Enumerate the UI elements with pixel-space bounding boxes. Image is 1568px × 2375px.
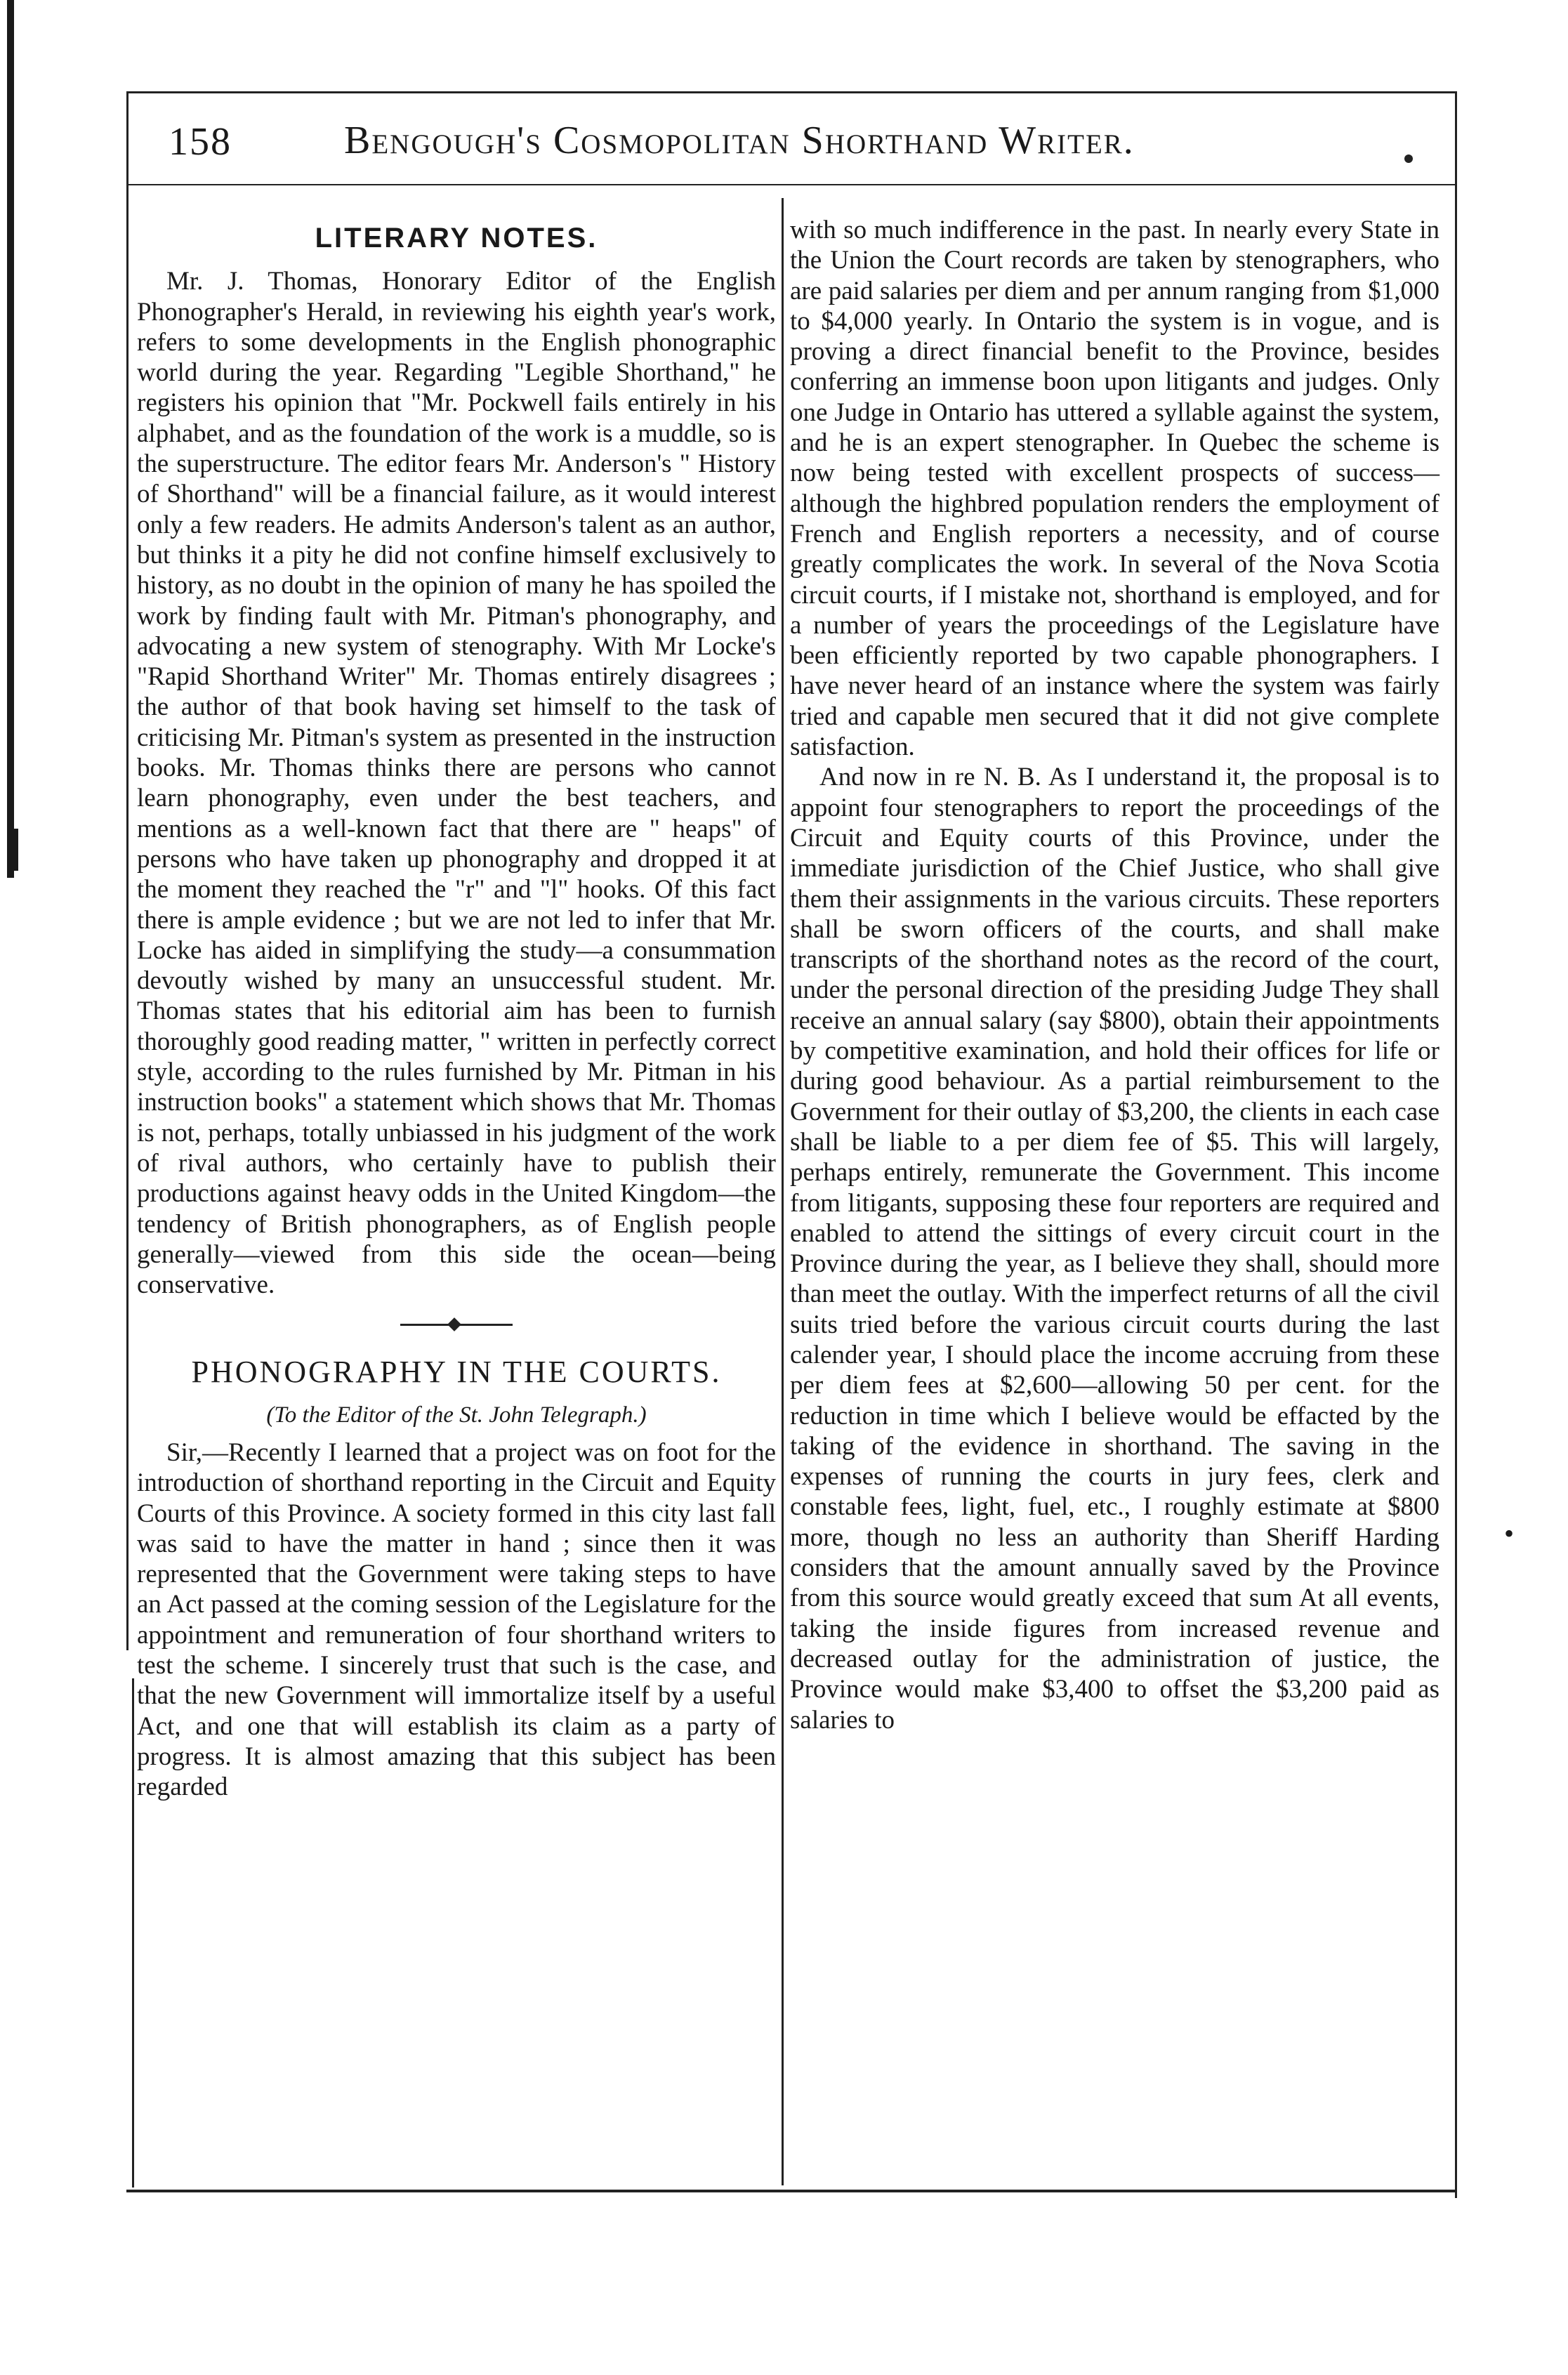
margin-mark: • <box>1504 1518 1515 1549</box>
frame-right-rule <box>1455 91 1457 2198</box>
frame-left-rule <box>126 91 129 1650</box>
letter-dateline: (To the Editor of the St. John Telegraph.) <box>266 1402 647 1428</box>
phonography-courts-title: PHONOGRAPHY IN THE COURTS. <box>191 1355 722 1390</box>
literary-notes-title: LITERARY NOTES. <box>315 223 598 254</box>
right-column <box>790 215 1439 1735</box>
left-column <box>137 211 776 1803</box>
letter-paragraph-left: Sir,—Recently I learned that a project was on foot for the introduction of shorthand reporting in the Circuit and Equity Courts of this Province. A society formed in this city last fall was said to have the matter in hand ; since then it was represented that the Government were taking steps to have an Act passed at the coming session of the Legislature for the appointment and remuneration of four shorthand writers to test the scheme. I sincerely trust that such is the case, and that the new Government will immortalize itself by a useful Act, and one that will establish its claim as a party of progress. It is almost amazing that this subject has been regarded <box>137 1438 776 1802</box>
letter-paragraph-nb: And now in re N. B. As I understand it, the proposal is to appoint four stenographers to report the proceedings of the Circuit and Equity courts of this Province, under the immediate jurisdiction of the Chief Justice, who shall give them their assignments in the various circuits. These reporters shall be sworn officers of the courts, and shall make transcripts of the shorthand notes as the record of the court, under the personal direction of the presiding Judge They shall receive an annual salary (say $800), obtain their appointments by competitive examination, and hold their offices for life or during good behaviour. As a partial reimbursement to the Government for their outlay of $3,200, the clients in each case shall be liable to a per diem fee of $5. This will largely, perhaps entirely, remunerate the Government. This income from litigants, supposing these four reporters are required and enabled to attend the sittings of every circuit court in the Province during the year, as I believe they shall, should more than meet the outlay. With the imperfect returns of all the civil suits tried before the various circuit courts during the last calender year, I should place the income accruing from these per diem fees at $2,600—allowing 50 per cent. for the reduction in time which I believe would be effacted by the taking of the evidence in shorthand. The saving in the expenses of running the courts in jury fees, clerk and constable fees, light, fuel, etc., I roughly estimate at $800 more, though no less an authority than Sheriff Harding considers that the amount annually saved by the Province from this source would greatly exceed that sum At all events, taking the inside figures from increased revenue and decreased outlay for the administration of justice, the Province would make $3,400 to offset the $3,200 paid as salaries to <box>790 763 1439 1735</box>
scan-edge-bar <box>7 0 14 878</box>
scan-edge-tick <box>14 829 18 871</box>
header-underline <box>126 184 1457 185</box>
frame-bottom-rule <box>126 2190 1457 2192</box>
column-divider <box>782 198 784 2185</box>
page-header <box>169 111 1432 174</box>
page-number: 158 <box>169 120 232 164</box>
frame-top-rule <box>126 91 1457 93</box>
running-title: Bengough's Cosmopolitan Shorthand Writer. <box>344 119 1135 162</box>
section-divider <box>400 1324 513 1326</box>
letter-paragraph-continued: with so much indifference in the past. In nearly every State in the Union the Court records are taken by stenographers, who are paid salaries per diem and per annum ranging from $1,000 to $4,000 yearly. In Ontario the system is in vogue, and is proving a direct financial benefit to the Province, besides conferring an immense boon upon litigants and judges. Only one Judge in Ontario has uttered a syllable against the system, and he is an expert stenographer. In Quebec the scheme is now being tested with excellent prospects of success—although the highbred population renders the employment of French and English reporters a necessity, and of course greatly complicates the work. In several of the Nova Scotia circuit courts, if I mistake not, shorthand is employed, and for a number of years the proceedings of the Legislature have been efficiently reported by two capable phonographers. I have never heard of an instance where the system was fairly tried and capable men secured that it did not give complete satisfaction. <box>790 216 1439 762</box>
literary-notes-paragraph: Mr. J. Thomas, Honorary Editor of the English Phonographer's Herald, in reviewing his eighth year's work, refers to some developments in the English phonographic world during the year. Regarding "Legible Shorthand," he registers his opinion that "Mr. Pockwell fails entirely in his alphabet, and as the foundation of the work is a muddle, so is the superstructure. The editor fears Mr. Anderson's " History of Shorthand" will be a financial failure, as it would interest only a few readers. He admits Anderson's talent as an author, but thinks it a pity he did not confine himself exclusively to history, as no doubt in the opinion of many he has spoiled the work by finding fault with Mr. Pitman's phonography, and advocating a new system of stenography. With Mr Locke's "Rapid Shorthand Writer" Mr. Thomas entirely disagrees ; the author of that book having set himself to the task of criticising Mr. Pitman's system as presented in the instruction books. Mr. Thomas thinks there are persons who cannot learn phonography, even under the best teachers, and mentions as a well-known fact that there are " heaps" of persons who have taken up phonography and dropped it at the moment they reached the "r" and "l" hooks. Of this fact there is ample evidence ; but we are not led to infer that Mr. Locke has aided in simplifying the study—a consummation devoutly wished by many an unsuccessful student. Mr. Thomas states that his editorial aim has been to furnish thoroughly good reading matter, " written in perfectly correct style, according to the rules furnished by Mr. Pitman in his instruction books" a statement which shows that Mr. Thomas is not, perhaps, totally unbiassed in his judgment of the work of rival authors, who certainly have to publish their productions against heavy odds in the United Kingdom—the tendency of British phonographers, as of English people generally—viewed from this side the ocean—being conservative. <box>137 267 776 1300</box>
frame-left-rule-lower <box>132 1678 134 2188</box>
